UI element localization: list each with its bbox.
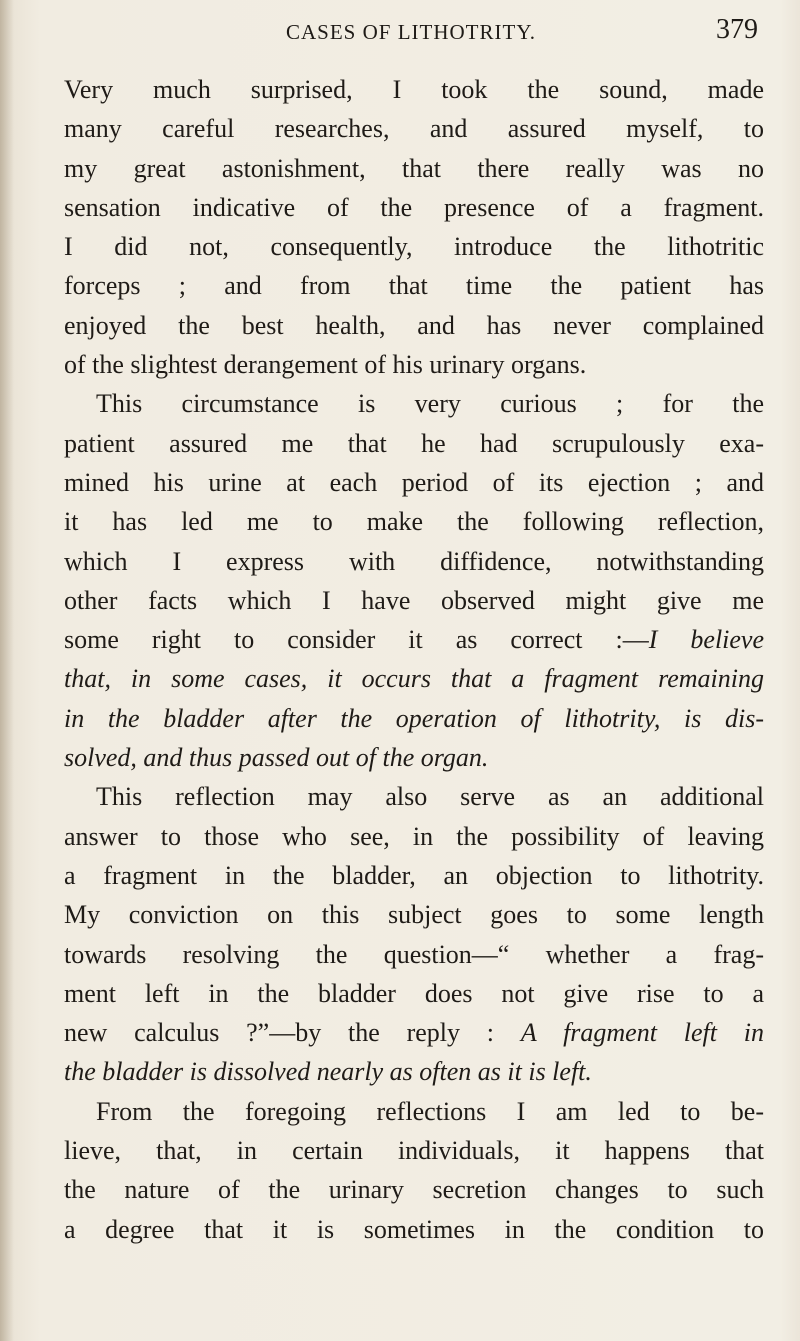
text-segment: it has led me to make the following reflection, (64, 507, 764, 537)
text-line (64, 109, 764, 148)
text-line (64, 1092, 764, 1131)
running-head: CASES OF LITHOTRITY. (286, 20, 537, 44)
text-segment: many careful researches, and assured myself, to (64, 114, 764, 144)
text-segment: which I express with diffidence, notwithstanding (64, 546, 764, 576)
text-line (64, 1170, 764, 1209)
text-segment: This reflection may also serve as an additional (96, 782, 764, 812)
text-line (64, 974, 764, 1013)
italic-text: I believe (648, 625, 765, 655)
italic-text: in the bladder after the operation of lithotrity, is dis- (64, 703, 764, 733)
text-segment: other facts which I have observed might give me (64, 585, 764, 615)
text-line (64, 1210, 764, 1249)
text-line (64, 266, 764, 305)
text-segment: some right to consider it as correct :— (64, 625, 649, 655)
text-line (64, 542, 764, 581)
italic-text: solved, and thus passed out of the organ. (64, 743, 489, 773)
text-segment: My conviction on this subject goes to some length (64, 900, 764, 930)
text-segment: Very much surprised, I took the sound, made (64, 75, 764, 104)
text-segment: From the foregoing reflections I am led to be- (96, 1096, 764, 1126)
text-line (64, 620, 764, 659)
italic-text: A fragment left in (520, 1018, 764, 1048)
text-segment: This circumstance is very curious ; for the (96, 389, 764, 419)
italic-text: the bladder is dissolved nearly as often as it is left. (64, 1057, 592, 1087)
text-line (64, 738, 764, 777)
text-line (64, 227, 764, 266)
text-line (64, 384, 764, 423)
text-segment: lieve, that, in certain individuals, it happens that (64, 1136, 764, 1166)
text-line (64, 502, 764, 541)
page-number: 379 (716, 14, 758, 45)
text-line (64, 149, 764, 188)
text-line (64, 424, 764, 463)
text-segment: ment left in the bladder does not give rise to a (64, 978, 764, 1008)
page-header (64, 14, 760, 54)
spine-shadow (0, 0, 14, 1341)
text-line (64, 659, 764, 698)
text-segment: enjoyed the best health, and has never complained (64, 310, 764, 340)
text-line (64, 817, 764, 856)
text-segment: sensation indicative of the presence of a fragment. (64, 192, 764, 222)
text-line (64, 935, 764, 974)
text-segment: a degree that it is sometimes in the condition to (64, 1214, 764, 1244)
text-line (64, 1013, 764, 1052)
text-line (64, 1052, 764, 1091)
text-segment: my great astonishment, that there really was no (64, 153, 764, 183)
body-text (64, 70, 764, 1249)
text-line (64, 188, 764, 227)
text-segment: a fragment in the bladder, an objection to lithotrity. (64, 860, 764, 890)
text-segment: mined his urine at each period of its ejection ; and (64, 467, 764, 497)
text-line (64, 70, 764, 109)
italic-text: that, in some cases, it occurs that a fragment remaining (64, 664, 764, 694)
text-line (64, 895, 764, 934)
text-line (64, 699, 764, 738)
text-line (64, 1131, 764, 1170)
text-segment: I did not, consequently, introduce the lithotritic (64, 232, 764, 262)
text-segment: forceps ; and from that time the patient has (64, 271, 764, 301)
text-line (64, 856, 764, 895)
text-segment: towards resolving the question—“ whether a frag- (64, 939, 764, 969)
text-segment: new calculus ?”—by the reply : (64, 1018, 521, 1048)
text-line (64, 777, 764, 816)
text-line (64, 345, 764, 384)
text-line (64, 463, 764, 502)
text-segment: the nature of the urinary secretion changes to such (64, 1175, 764, 1205)
text-segment: patient assured me that he had scrupulously exa- (64, 428, 764, 458)
text-line (64, 306, 764, 345)
text-segment: of the slightest derangement of his urinary organs. (64, 350, 587, 380)
text-line (64, 581, 764, 620)
text-segment: answer to those who see, in the possibility of leaving (64, 821, 764, 851)
